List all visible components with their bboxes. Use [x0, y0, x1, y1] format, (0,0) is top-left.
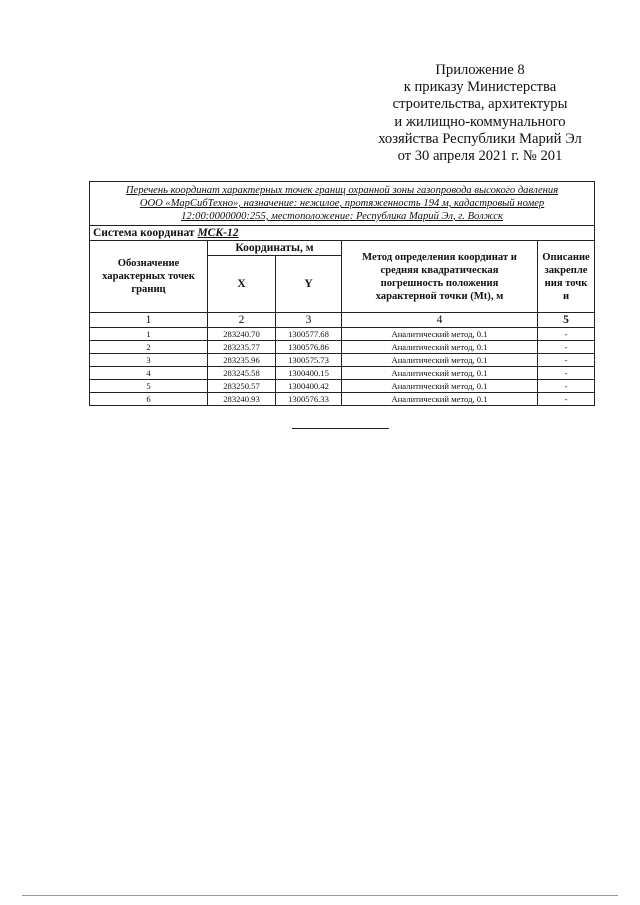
coordinates-table — [89, 181, 595, 406]
point-number: 3 — [90, 354, 208, 367]
description: - — [538, 354, 595, 367]
table-row — [90, 341, 595, 354]
description: - — [538, 393, 595, 406]
header-line: от 30 апреля 2021 г. № 201 — [397, 148, 563, 165]
column-numbers-row — [90, 313, 595, 328]
coord-x: 283235.96 — [208, 354, 276, 367]
col-number: 5 — [538, 313, 595, 328]
header-line: Приложение 8 — [435, 62, 525, 78]
method: Аналитический метод, 0.1 — [342, 341, 538, 354]
col-number: 2 — [208, 313, 276, 328]
coord-y: 1300575.73 — [276, 354, 342, 367]
coord-x: 283240.70 — [208, 328, 276, 341]
header-method: Метод определения координат и средняя квадратическая погрешность положения характерной точки (Mt), м — [342, 241, 538, 313]
header-x: X — [208, 256, 276, 313]
col-number: 3 — [276, 313, 342, 328]
coord-x: 283250.57 — [208, 380, 276, 393]
description: - — [538, 341, 595, 354]
coord-x: 283235.77 — [208, 341, 276, 354]
col-number: 4 — [342, 313, 538, 328]
header-line: к приказу Министерства — [403, 79, 557, 96]
title-line: 12:00:0000000:255, местоположение: Республика Марий Эл, г. Волжск — [181, 211, 503, 222]
coordinate-system-value: МСК-12 — [197, 227, 239, 239]
table-row — [90, 367, 595, 380]
col-number: 1 — [90, 313, 208, 328]
point-number: 6 — [90, 393, 208, 406]
table-row — [90, 380, 595, 393]
method: Аналитический метод, 0.1 — [342, 354, 538, 367]
header-description: Описание закрепления точки — [538, 241, 595, 313]
description: - — [538, 328, 595, 341]
point-number: 1 — [90, 328, 208, 341]
header-line: строительства, архитектуры — [392, 96, 568, 113]
header-y: Y — [276, 256, 342, 313]
coord-y: 1300400.15 — [276, 367, 342, 380]
page-bottom-edge — [22, 895, 618, 896]
coord-x: 283240.93 — [208, 393, 276, 406]
header-line: хозяйства Республики Марий Эл — [378, 130, 582, 147]
coordinate-system-row — [90, 226, 595, 241]
description: - — [538, 367, 595, 380]
header-point-name: Обозначение характерных точек границ — [90, 241, 208, 313]
point-number: 4 — [90, 367, 208, 380]
header-line: и жилищно-коммунального — [394, 113, 566, 130]
coord-x: 283245.58 — [208, 367, 276, 380]
table-row — [90, 328, 595, 341]
method: Аналитический метод, 0.1 — [342, 328, 538, 341]
appendix-header — [360, 62, 600, 165]
coordinate-system-label: Система координат — [93, 227, 195, 239]
table-row — [90, 393, 595, 406]
separator-line — [292, 428, 389, 429]
table-row — [90, 354, 595, 367]
table-title — [90, 182, 595, 226]
point-number: 2 — [90, 341, 208, 354]
method: Аналитический метод, 0.1 — [342, 367, 538, 380]
coord-y: 1300576.86 — [276, 341, 342, 354]
coord-y: 1300577.68 — [276, 328, 342, 341]
description: - — [538, 380, 595, 393]
method: Аналитический метод, 0.1 — [342, 380, 538, 393]
title-line: ООО «МарСибТехно», назначение: нежилое, протяженность 194 м, кадастровый номер — [139, 198, 545, 209]
point-number: 5 — [90, 380, 208, 393]
coord-y: 1300400.42 — [276, 380, 342, 393]
title-line: Перечень координат характерных точек границ охранной зоны газопровода высокого давления — [125, 185, 559, 196]
coord-y: 1300576.33 — [276, 393, 342, 406]
header-coordinates: Координаты, м — [208, 241, 342, 256]
method: Аналитический метод, 0.1 — [342, 393, 538, 406]
